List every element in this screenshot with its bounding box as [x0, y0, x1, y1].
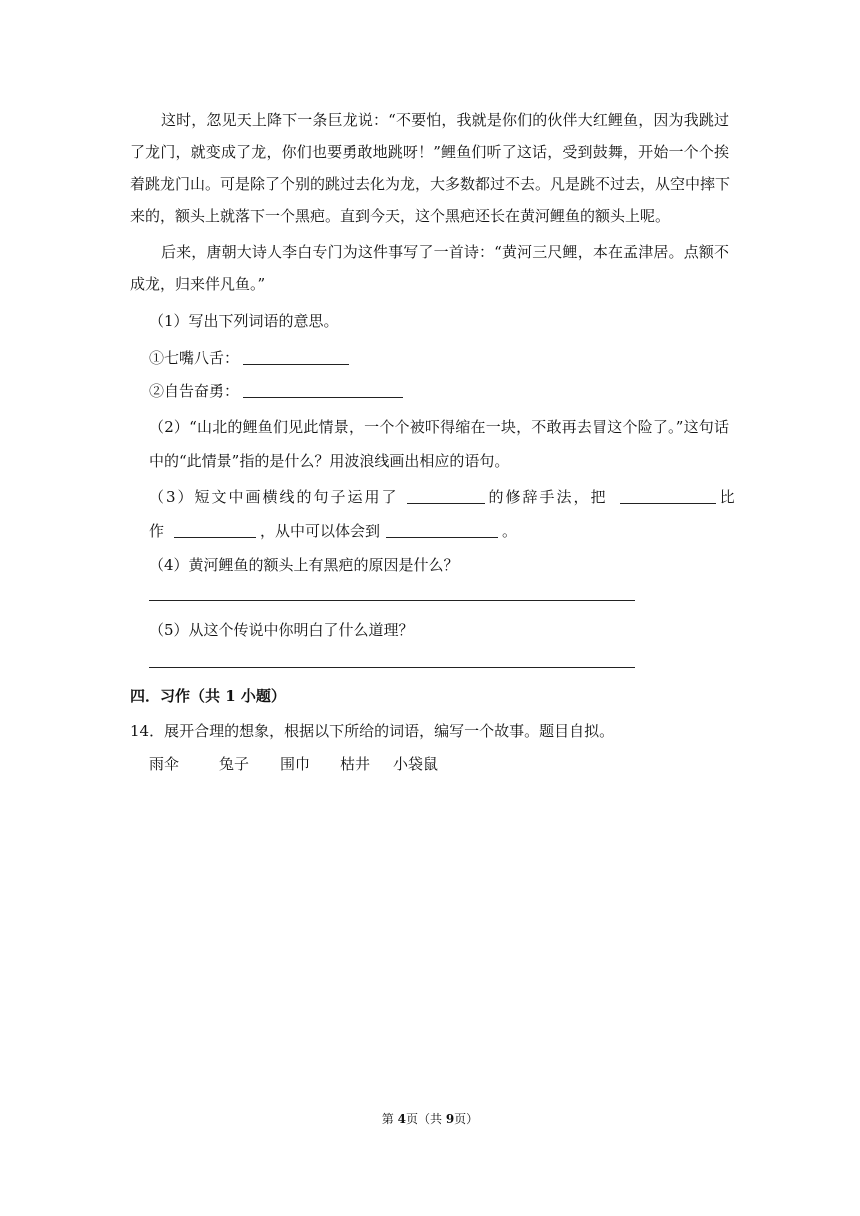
answer-blank-3d[interactable] — [386, 517, 498, 538]
question-1b-label: ②自告奋勇： — [149, 382, 240, 400]
question-1b — [149, 375, 407, 407]
question-1a-label: ①七嘴八舌： — [149, 349, 240, 367]
question-14-stem: 14．展开合理的想象，根据以下所给的词语，编写一个故事。题目自拟。 — [130, 722, 615, 740]
question-3-line1 — [149, 481, 735, 513]
passage-line: 着跳龙门山。可是除了个别的跳过去化为龙，大多数都过不去。凡是跳不过去，从空中摔下 — [130, 175, 731, 193]
question-2-line2: 中的“此情景”指的是什么？用波浪线画出相应的语句。 — [149, 452, 510, 470]
word-item: 小袋鼠 — [393, 755, 439, 773]
word-item: 兔子 — [219, 755, 250, 773]
question-3-text: 的修辞手法，把 — [488, 488, 608, 506]
page-number: 4 — [397, 1112, 406, 1126]
question-1a — [149, 342, 353, 374]
passage-line: 来的，额头上就落下一个黑疤。直到今天，这个黑疤还长在黄河鲤鱼的额头上呢。 — [130, 207, 671, 225]
question-4-stem: （4）黄河鲤鱼的额头上有黑疤的原因是什么？ — [149, 556, 459, 574]
question-5-stem: （5）从这个传说中你明白了什么道理？ — [149, 621, 414, 639]
page-total: 9 — [445, 1112, 455, 1126]
answer-line-5[interactable] — [149, 667, 635, 668]
footer-text: 页） — [454, 1112, 479, 1126]
answer-blank-1b[interactable] — [243, 377, 403, 398]
passage-line: 了龙门，就变成了龙，你们也要勇敢地跳呀！”鲤鱼们听了这话，受到鼓舞，开始一个个挨 — [130, 143, 729, 161]
question-3-text: 作 — [149, 522, 165, 540]
word-item: 围巾 — [280, 755, 311, 773]
question-2-line1: （2）“山北的鲤鱼们见此情景，一个个被吓得缩在一块，不敢再去冒这个险了。”这句话 — [149, 418, 729, 436]
section-heading: 四．习作（共 1 小题） — [130, 687, 286, 705]
question-3-text: ，从中可以体会到 — [260, 522, 381, 540]
word-item: 枯井 — [340, 755, 371, 773]
word-list — [149, 748, 438, 780]
question-3-text: （3）短文中画横线的句子运用了 — [149, 488, 399, 506]
question-3-text: 比 — [719, 488, 735, 506]
passage-line: 成龙，归来伴凡鱼。” — [130, 275, 266, 293]
answer-blank-3c[interactable] — [174, 517, 256, 538]
question-3-text: 。 — [502, 522, 518, 540]
answer-blank-3b[interactable] — [620, 483, 716, 504]
word-item: 雨伞 — [149, 755, 180, 773]
answer-blank-3a[interactable] — [407, 483, 485, 504]
page-footer — [0, 1110, 860, 1127]
footer-text: 第 — [381, 1112, 398, 1126]
answer-line-4[interactable] — [149, 600, 635, 601]
question-1-stem: （1）写出下列词语的意思。 — [149, 312, 339, 330]
passage-line: 这时，忽见天上降下一条巨龙说：“不要怕，我就是你们的伙伴大红鲤鱼，因为我跳过 — [161, 111, 729, 129]
answer-blank-1a[interactable] — [243, 344, 349, 365]
question-3-line2 — [149, 515, 517, 547]
footer-text: 页（共 — [405, 1112, 446, 1126]
passage-line: 后来，唐朝大诗人李白专门为这件事写了一首诗：“黄河三尺鲤，本在孟津居。点额不 — [161, 243, 729, 261]
